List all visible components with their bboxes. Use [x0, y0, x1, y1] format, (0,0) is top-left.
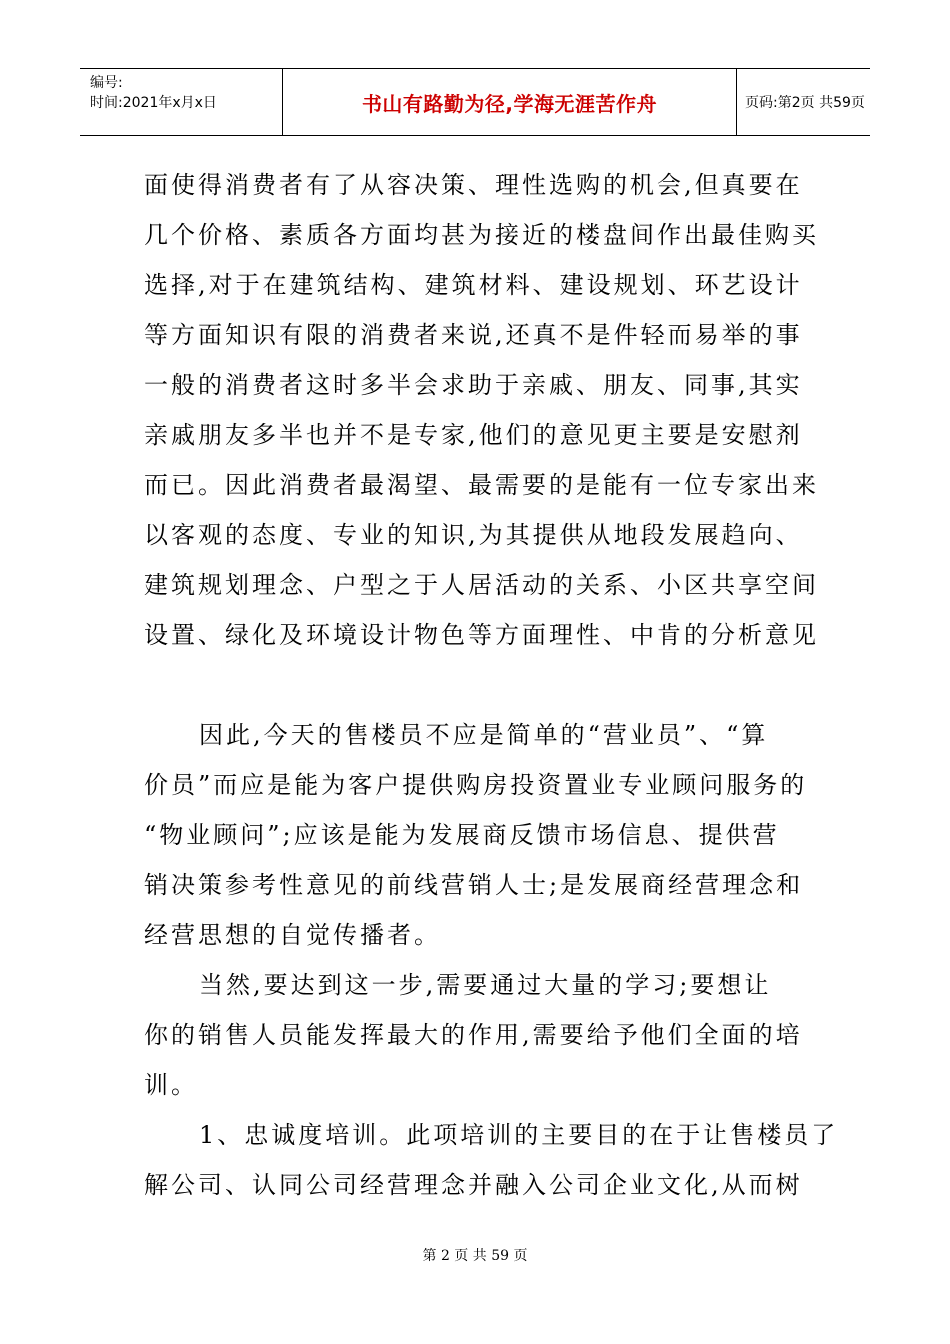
text-line: 解公司、认同公司经营理念并融入公司企业文化,从而树	[144, 1171, 803, 1199]
text-line: 当然,要达到这一步,需要通过大量的学习;要想让	[199, 971, 772, 999]
document-time-label: 时间:2021年x月x日	[90, 95, 217, 111]
text-line: 价员”而应是能为客户提供购房投资置业专业顾问服务的	[144, 771, 808, 799]
text-line: “物业顾问”;应该是能为发展商反馈市场信息、提供营	[144, 821, 780, 849]
text-line: 选择,对于在建筑结构、建筑材料、建设规划、环艺设计	[144, 271, 803, 299]
text-line: 销决策参考性意见的前线营销人士;是发展商经营理念和	[144, 871, 804, 899]
text-line: 1、忠诚度培训。此项培训的主要目的在于让售楼员了	[199, 1121, 839, 1149]
text-line: 建筑规划理念、户型之于人居活动的关系、小区共享空间	[144, 571, 819, 599]
page-header	[80, 68, 870, 136]
text-line: 以客观的态度、专业的知识,为其提供从地段发展趋向、	[144, 521, 803, 549]
text-line: 经营思想的自觉传播者。	[144, 921, 441, 949]
page-footer: 第 2 页 共 59 页	[422, 1248, 528, 1264]
header-motto: 书山有路勤为径,学海无涯苦作舟	[283, 69, 737, 135]
text-line: 等方面知识有限的消费者来说,还真不是件轻而易举的事	[144, 321, 803, 349]
text-line: 你的销售人员能发挥最大的作用,需要给予他们全面的培	[144, 1021, 803, 1049]
text-line: 面使得消费者有了从容决策、理性选购的机会,但真要在	[144, 171, 803, 199]
text-line: 一般的消费者这时多半会求助于亲戚、朋友、同事,其实	[144, 371, 803, 399]
paragraph-gap	[144, 660, 824, 710]
document-body	[144, 160, 839, 1210]
text-line: 亲戚朋友多半也并不是专家,他们的意见更主要是安慰剂	[144, 421, 803, 449]
text-line: 几个价格、素质各方面均甚为接近的楼盘间作出最佳购买	[144, 221, 819, 249]
text-line: 因此,今天的售楼员不应是简单的“营业员”、“算	[199, 721, 769, 749]
header-page-info: 页码:第2页 共59页	[745, 95, 865, 111]
text-line: 而已。因此消费者最渴望、最需要的是能有一位专家出来	[144, 471, 819, 499]
header-meta	[80, 69, 283, 135]
text-line: 设置、绿化及环境设计物色等方面理性、中肯的分析意见	[144, 621, 819, 649]
text-line: 训。	[144, 1071, 198, 1099]
document-number-label: 编号:	[90, 75, 123, 91]
